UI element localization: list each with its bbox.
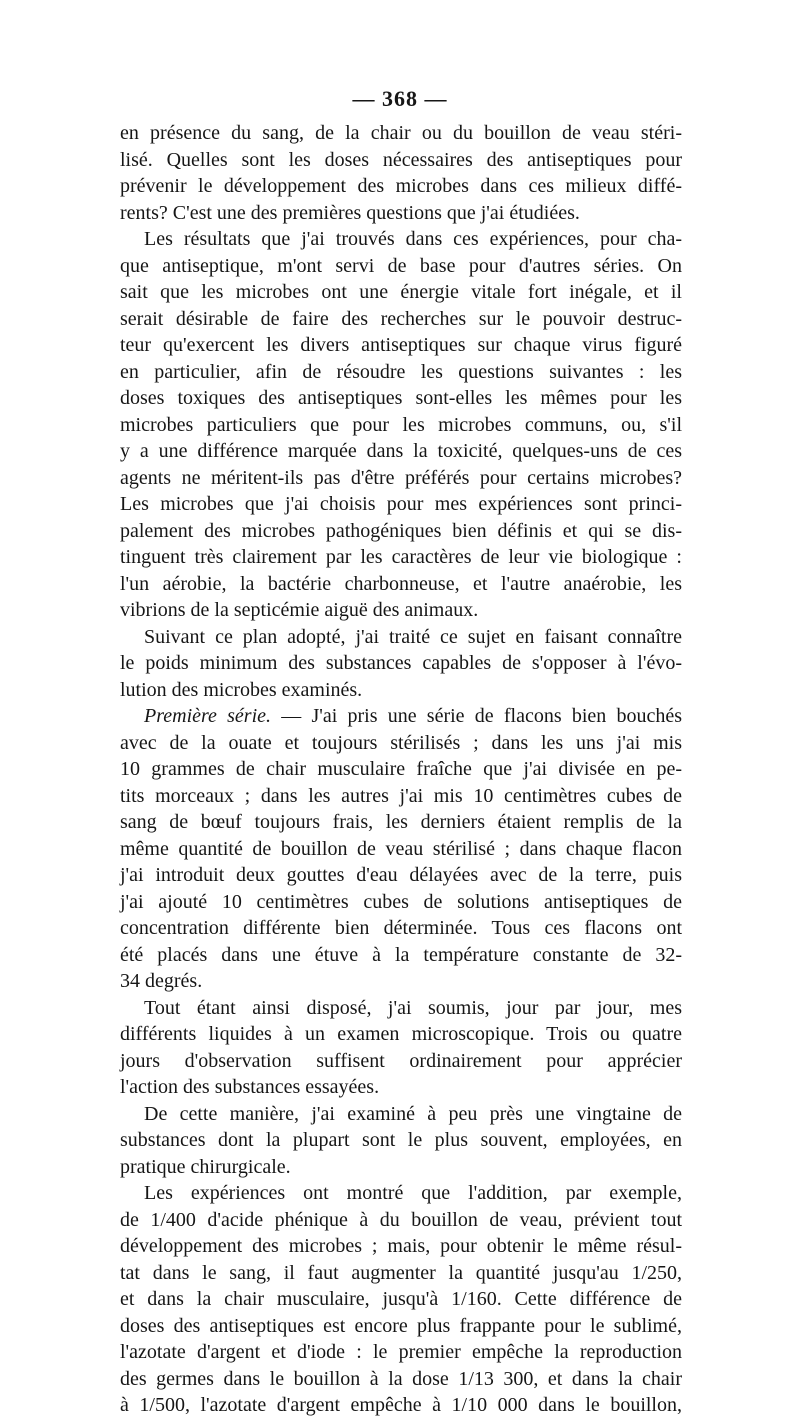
text-line	[120, 1339, 682, 1366]
line-text: à 1/500, l'azotate d'argent empêche à 1/10 000 dans le bouillon,	[120, 1394, 682, 1416]
line-text: De cette manière, j'ai examiné à peu près une vingtaine de	[144, 1102, 682, 1125]
text-line	[120, 200, 682, 227]
line-text: teur qu'exercent les divers antiseptiques sur chaque virus figuré	[120, 334, 682, 356]
line-text: j'ai introduit deux gouttes d'eau délayées avec de la terre, puis	[120, 864, 682, 886]
line-text: le poids minimum des substances capables de s'opposer à l'évo-	[120, 652, 682, 674]
text-line	[120, 942, 682, 969]
line-text: en particulier, afin de résoudre les questions suivantes : les	[120, 360, 682, 383]
line-text: en présence du sang, de la chair ou du bouillon de veau stéri-	[120, 122, 682, 144]
italic-heading: Première série.	[144, 705, 272, 727]
text-line	[120, 1074, 682, 1101]
line-text: que antiseptique, m'ont servi de base pour d'autres séries. On	[120, 254, 682, 277]
line-text: l'un aérobie, la bactérie charbonneuse, et l'autre anaérobie, les	[120, 572, 682, 595]
line-text: prévenir le développement des microbes dans ces milieux diffé-	[120, 175, 682, 197]
line-text: lisé. Quelles sont les doses nécessaires des antiseptiques pour	[120, 148, 682, 171]
line-text: Les expériences ont montré que l'addition, par exemple,	[144, 1182, 682, 1204]
line-text: lution des microbes examinés.	[120, 678, 363, 701]
text-line	[120, 412, 682, 439]
text-line	[120, 756, 682, 783]
line-text: pratique chirurgicale.	[120, 1155, 291, 1178]
line-text: tat dans le sang, il faut augmenter la quantité jusqu'au 1/250,	[120, 1261, 682, 1284]
text-line	[120, 730, 682, 757]
text-line	[120, 1101, 682, 1128]
text-line	[120, 491, 682, 518]
line-text: Tout étant ainsi disposé, j'ai soumis, jour par jour, mes	[144, 996, 682, 1019]
text-line	[120, 650, 682, 677]
text-line	[120, 279, 682, 306]
line-text: rents? C'est une des premières questions que j'ai étudiées.	[120, 201, 580, 224]
text-line	[120, 1233, 682, 1260]
line-text: tits morceaux ; dans les autres j'ai mis 10 centimètres cubes de	[120, 784, 682, 807]
line-text: jours d'observation suffisent ordinairement pour apprécier	[120, 1049, 682, 1072]
text-line	[120, 809, 682, 836]
text-line	[120, 968, 682, 995]
line-text: concentration différente bien déterminée. Tous ces flacons ont	[120, 917, 682, 939]
text-line	[120, 677, 682, 704]
line-text: été placés dans une étuve à la température constante de 32-	[120, 943, 682, 966]
line-text: palement des microbes pathogéniques bien définis et qui se dis-	[120, 519, 682, 542]
line-text: l'azotate d'argent et d'iode : le premier empêche la reproduction	[120, 1341, 682, 1363]
line-text: et dans la chair musculaire, jusqu'à 1/160. Cette différence de	[120, 1288, 682, 1310]
text-line	[120, 253, 682, 280]
text-line	[120, 147, 682, 174]
text-line	[120, 995, 682, 1022]
line-text: différents liquides à un examen microscopique. Trois ou quatre	[120, 1023, 682, 1045]
text-line	[120, 385, 682, 412]
text-line	[120, 120, 682, 147]
text-line	[120, 1286, 682, 1313]
line-text: doses toxiques des antiseptiques sont-elles les mêmes pour les	[120, 387, 682, 409]
line-text: microbes particuliers que pour les microbes communs, ou, s'il	[120, 413, 682, 436]
text-line	[120, 465, 682, 492]
page-number: — 368 —	[352, 86, 448, 111]
text-line	[120, 1127, 682, 1154]
line-text: substances dont la plupart sont le plus souvent, employées, en	[120, 1129, 682, 1151]
text-line	[120, 226, 682, 253]
text-line	[120, 1366, 682, 1393]
line-text: serait désirable de faire des recherches sur le pouvoir destruc-	[120, 307, 682, 330]
line-text: sang de bœuf toujours frais, les derniers étaient remplis de la	[120, 811, 682, 833]
line-text: de 1/400 d'acide phénique à du bouillon de veau, prévient tout	[120, 1208, 682, 1231]
line-text: sait que les microbes ont une énergie vitale fort inégale, et il	[120, 281, 682, 303]
text-line	[120, 359, 682, 386]
line-text: Les microbes que j'ai choisis pour mes expériences sont princi-	[120, 493, 682, 515]
text-line	[120, 306, 682, 333]
line-text: j'ai ajouté 10 centimètres cubes de solutions antiseptiques de	[120, 890, 682, 913]
line-text: — J'ai pris une série de flacons bien bouchés	[281, 705, 683, 727]
line-text: Suivant ce plan adopté, j'ai traité ce sujet en faisant connaître	[144, 625, 682, 648]
text-line	[120, 783, 682, 810]
text-line	[120, 1021, 682, 1048]
text-line	[120, 703, 682, 730]
line-text: 34 degrés.	[120, 970, 203, 992]
text-line	[120, 1207, 682, 1234]
text-line	[120, 597, 682, 624]
line-text: agents ne méritent-ils pas d'être préférés pour certains microbes?	[120, 466, 682, 489]
text-line	[120, 438, 682, 465]
line-text: même quantité de bouillon de veau stérilisé ; dans chaque flacon	[120, 837, 682, 860]
line-text: l'action des substances essayées.	[120, 1076, 380, 1098]
line-text: y a une différence marquée dans la toxicité, quelques-uns de ces	[120, 440, 682, 462]
text-line	[120, 173, 682, 200]
line-text: doses des antiseptiques est encore plus frappante pour le sublimé,	[120, 1314, 682, 1337]
text-line	[120, 1392, 682, 1419]
line-text: tinguent très clairement par les caractères de leur vie biologique :	[120, 546, 682, 568]
line-text: avec de la ouate et toujours stérilisés ; dans les uns j'ai mis	[120, 731, 682, 754]
text-line	[120, 915, 682, 942]
line-text: des germes dans le bouillon à la dose 1/13 300, et dans la chair	[120, 1367, 682, 1390]
line-text: 10 grammes de chair musculaire fraîche que j'ai divisée en pe-	[120, 758, 682, 780]
text-line	[120, 1313, 682, 1340]
line-text: Les résultats que j'ai trouvés dans ces expériences, pour cha-	[144, 228, 682, 250]
text-line	[120, 1260, 682, 1287]
text-line	[120, 1154, 682, 1181]
text-line	[120, 544, 682, 571]
page-body	[120, 120, 682, 1419]
text-line	[120, 571, 682, 598]
text-line	[120, 518, 682, 545]
text-line	[120, 332, 682, 359]
text-line	[120, 1048, 682, 1075]
text-line	[120, 1180, 682, 1207]
text-line	[120, 624, 682, 651]
line-text: vibrions de la septicémie aiguë des animaux.	[120, 599, 479, 621]
line-text: développement des microbes ; mais, pour obtenir le même résul-	[120, 1235, 682, 1257]
text-line	[120, 889, 682, 916]
text-line	[120, 836, 682, 863]
text-line	[120, 862, 682, 889]
